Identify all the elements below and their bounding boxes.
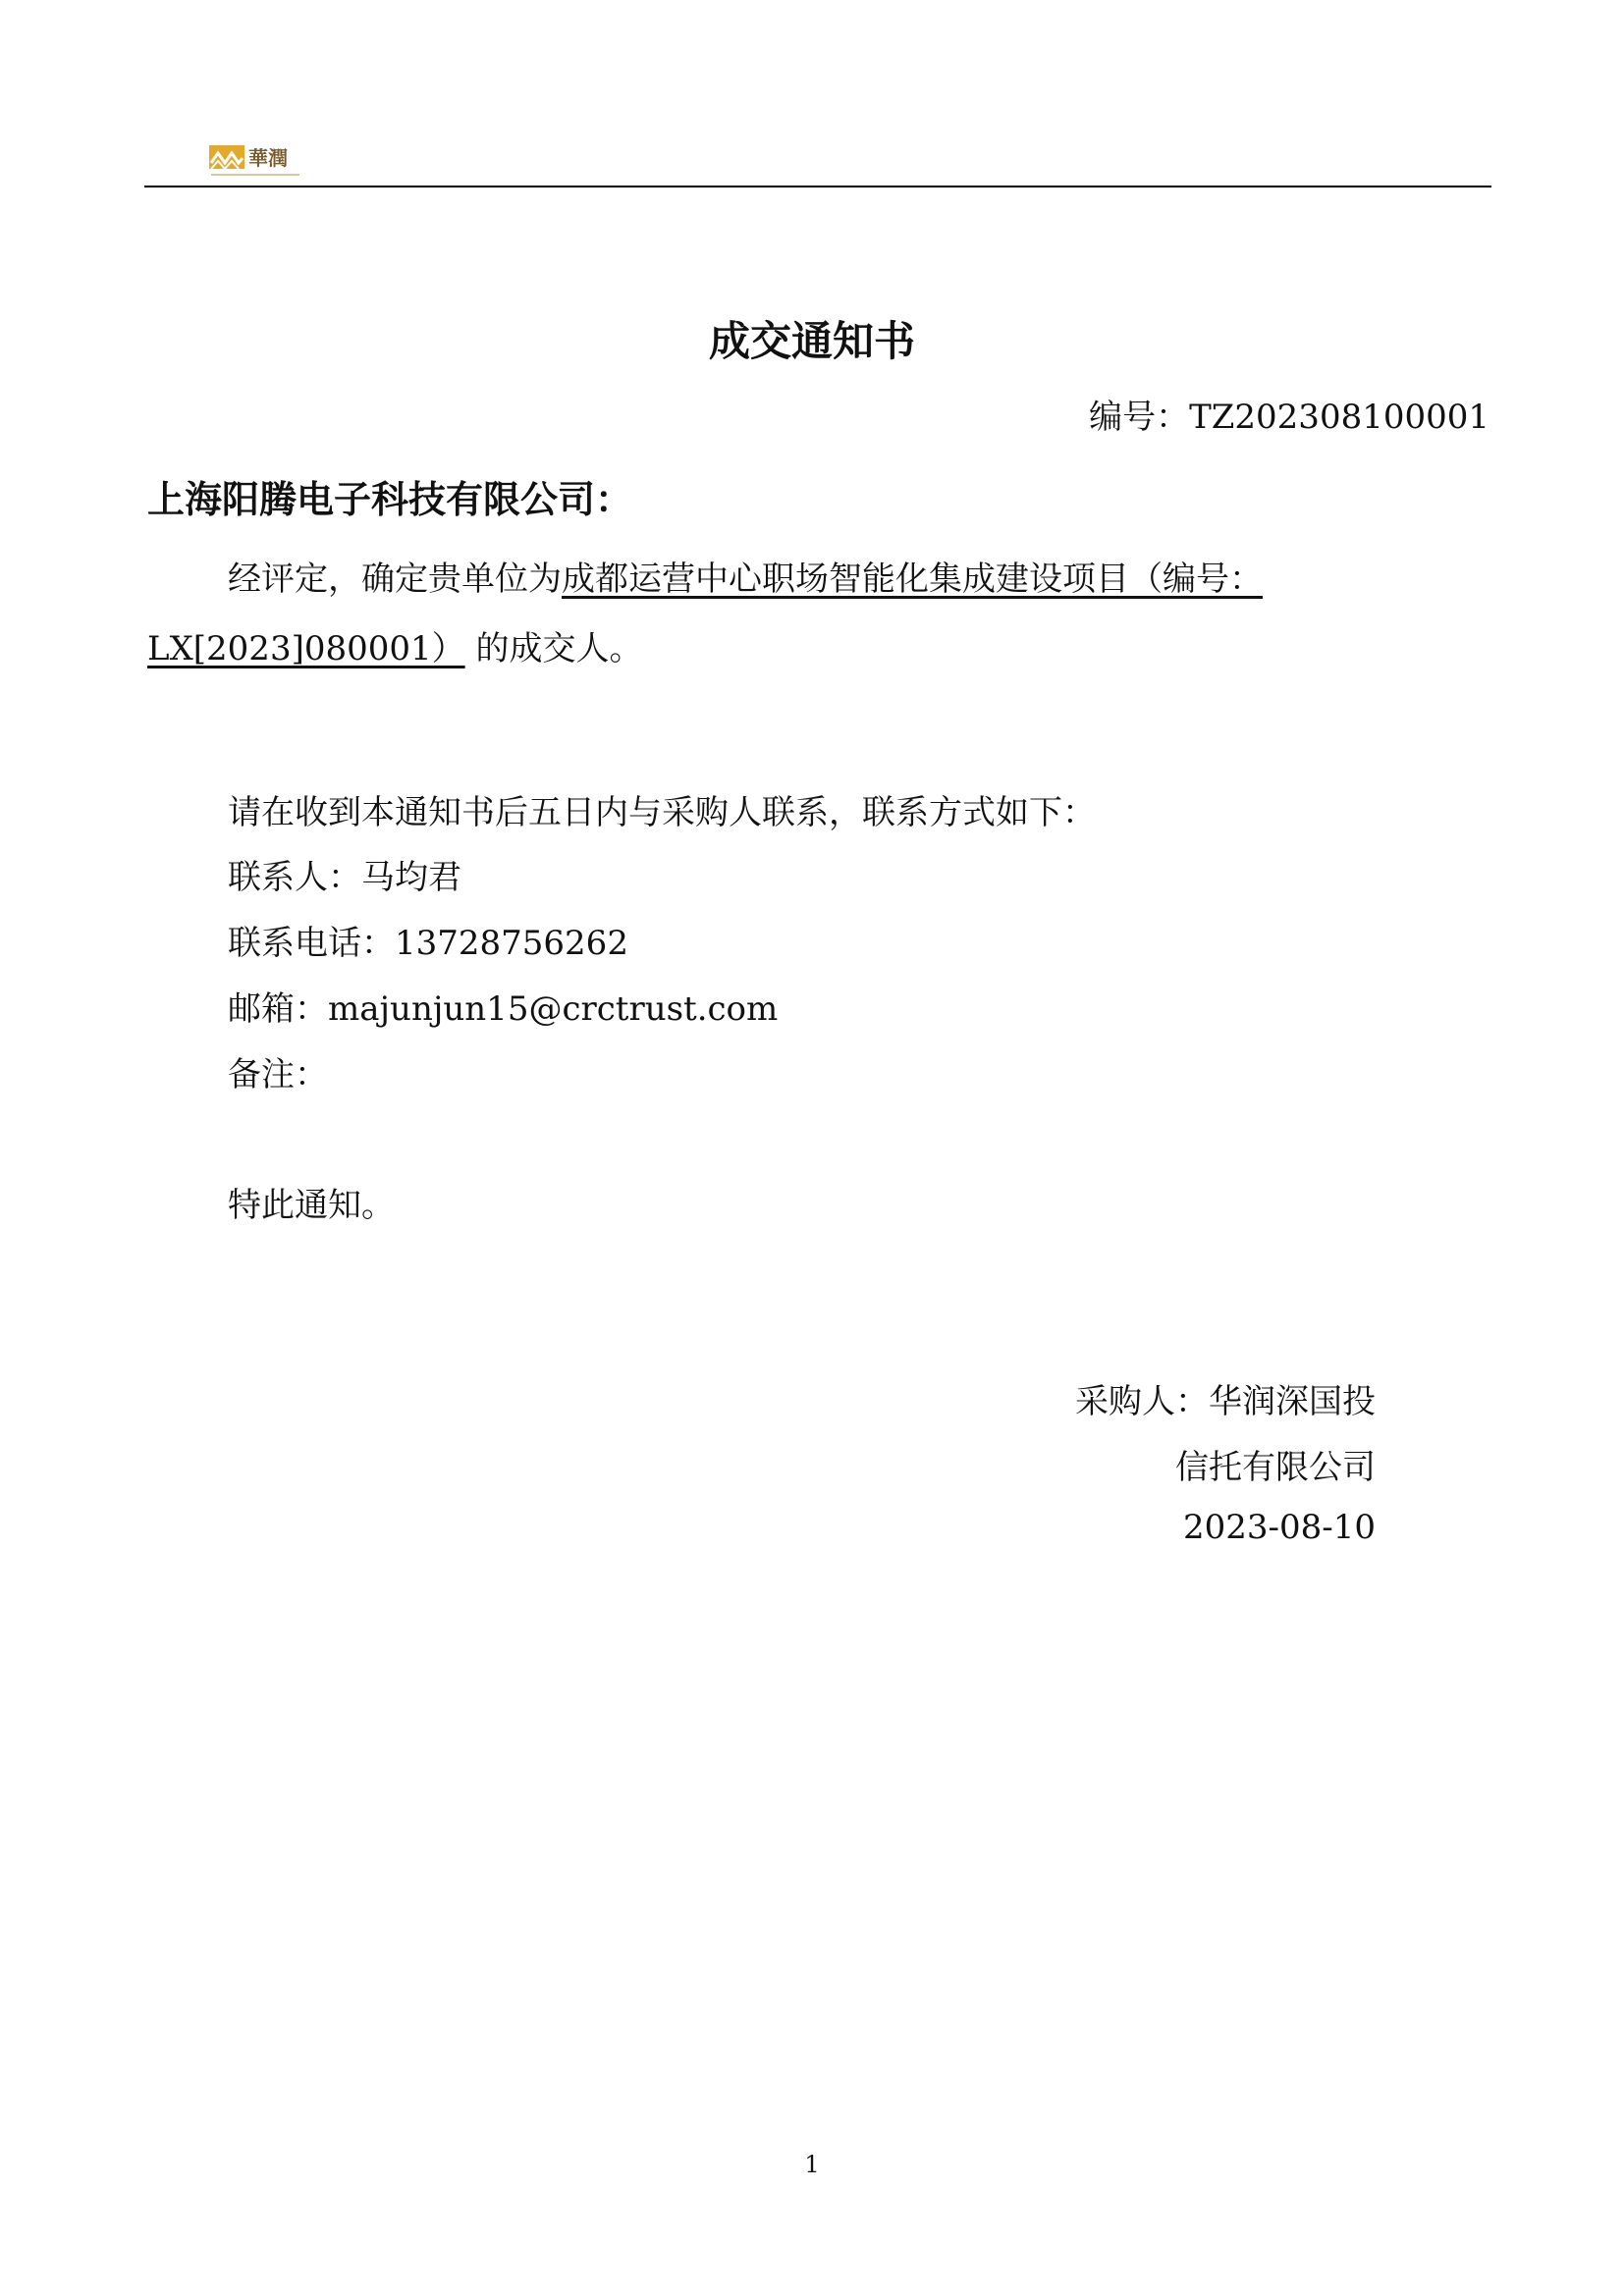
document-number: 编号：TZ202308100001 <box>1089 398 1489 437</box>
header-divider <box>144 186 1491 187</box>
closing-text: 特此通知。 <box>228 1186 395 1225</box>
remark-label: 备注： <box>228 1055 328 1095</box>
recipient-name: 上海阳腾电子科技有限公司： <box>147 478 633 521</box>
logo-text: 華潤 <box>248 146 288 170</box>
page-number: 1 <box>804 2151 820 2178</box>
contact-phone: 联系电话：13728756262 <box>228 924 628 963</box>
project-code: LX[2023]080001） <box>147 629 465 668</box>
award-prefix: 经评定，确定贵单位为 <box>228 560 562 599</box>
buyer-name-line2: 信托有限公司 <box>1175 1448 1376 1487</box>
contact-intro: 请在收到本通知书后五日内与采购人联系，联系方式如下： <box>228 793 1096 832</box>
award-paragraph-line1 <box>228 552 1263 600</box>
award-paragraph-line2 <box>147 621 642 669</box>
contact-person: 联系人：马均君 <box>228 858 461 897</box>
document-title: 成交通知书 <box>708 317 915 365</box>
project-name: 成都运营中心职场智能化集成建设项目（编号： <box>562 560 1263 599</box>
buyer-name-line1: 采购人：华润深国投 <box>1075 1382 1376 1421</box>
logo-mark-icon <box>209 141 317 181</box>
contact-email: 邮箱：majunjun15@crctrust.com <box>228 989 779 1029</box>
award-suffix: 的成交人。 <box>464 629 643 668</box>
company-logo <box>209 141 317 181</box>
signature-date: 2023-08-10 <box>1182 1508 1376 1547</box>
